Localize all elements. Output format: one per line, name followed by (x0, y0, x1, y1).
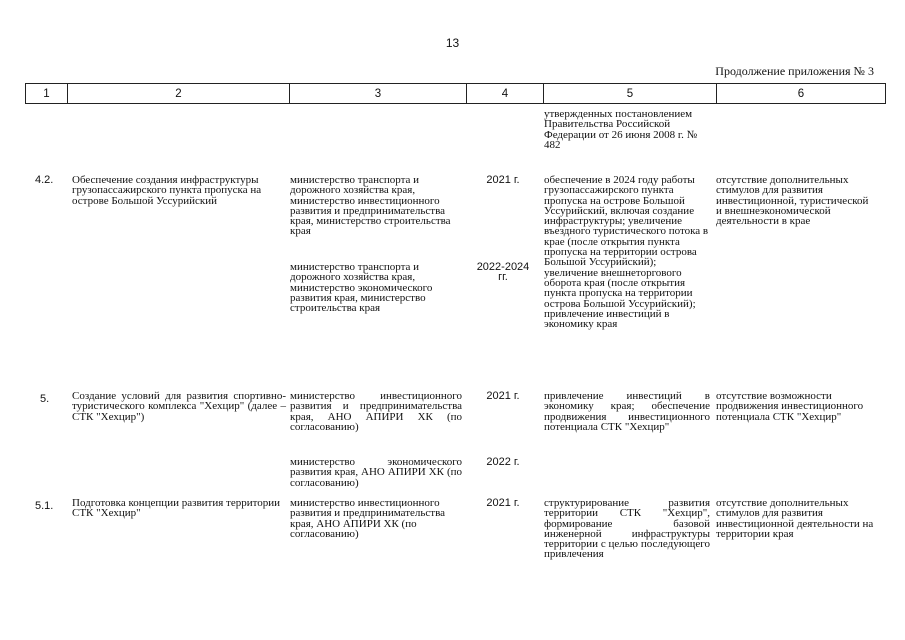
row-number: 5.1. (35, 500, 54, 512)
executor: министерство инвестиционного развития и предпринимательства края, АНО АПИРИ ХК (по согласованию) (290, 390, 462, 433)
column-header-6: 6 (717, 84, 886, 104)
row-number: 4.2. (35, 174, 54, 186)
column-header-row (25, 83, 886, 104)
column-header-4: 4 (467, 84, 544, 104)
term: 2021 г. (486, 390, 520, 402)
expected-result: обеспечение в 2024 году работы грузопассажирского пункта пропуска на острове Большой Уссурийский, включая создание инфраструктуры; увеличение въездного туристического потока в крае (после открытия пункта пропуска на территории острова Большой Уссурийский); увеличение внешнеторгового оборота края (после открытия пункта пропуска на территории острова Большой Уссурийский); привлечение инвестиций в экономику края (544, 174, 709, 331)
result-continuation: утвержденных постановлением Правительства Российской Федерации от 26 июня 2008 г. № 482 (544, 108, 698, 151)
consequence: отсутствие дополнительных стимулов для развития инвестиционной, туристической и внешнеэкономической деятельности в крае (716, 174, 869, 228)
expected-result: привлечение инвестиций в экономику края; обеспечение продвижения инвестиционного потенциала СТК "Хехцир" (544, 390, 710, 433)
column-header-2: 2 (68, 84, 290, 104)
measure-name: Создание условий для развития спортивно-туристического комплекса "Хехцир" (далее – СТК "Хехцир") (72, 390, 286, 423)
continuation-label: Продолжение приложения № 3 (715, 64, 874, 78)
executor: министерство транспорта и дорожного хозяйства края, министерство экономического развития края, министерство строительства края (290, 261, 433, 315)
executor: министерство инвестиционного развития и предпринимательства края, АНО АПИРИ ХК (по согласованию) (290, 497, 446, 540)
measure-name: Обеспечение создания инфраструктуры грузопассажирского пункта пропуска на острове Большой Уссурийский (72, 174, 262, 207)
term: 2022 г. (486, 456, 520, 468)
row-number: 5. (40, 393, 50, 405)
column-header-5: 5 (544, 84, 717, 104)
page-number: 13 (445, 36, 460, 50)
consequence: отсутствие возможности продвижения инвестиционного потенциала СТК "Хехцир" (716, 390, 864, 423)
term: 2021 г. (486, 174, 520, 186)
term: 2021 г. (486, 497, 520, 509)
executor: министерство транспорта и дорожного хозяйства края, министерство инвестиционного развития и предпринимательства края, министерство строительства края (290, 174, 451, 238)
executor: министерство экономического развития края, АНО АПИРИ ХК (по согласованию) (290, 456, 462, 489)
column-header-1: 1 (26, 84, 68, 104)
column-header-3: 3 (290, 84, 467, 104)
measure-name: Подготовка концепции развития территории СТК "Хехцир" (72, 497, 281, 520)
term: 2022-2024 гг. (476, 261, 530, 284)
consequence: отсутствие дополнительных стимулов для развития инвестиционной деятельности на территории края (716, 497, 874, 540)
expected-result: структурирование развития территории СТК "Хехцир", формирование базовой инженерной инфраструктуры территории с целью последующего привлечения (544, 497, 710, 561)
